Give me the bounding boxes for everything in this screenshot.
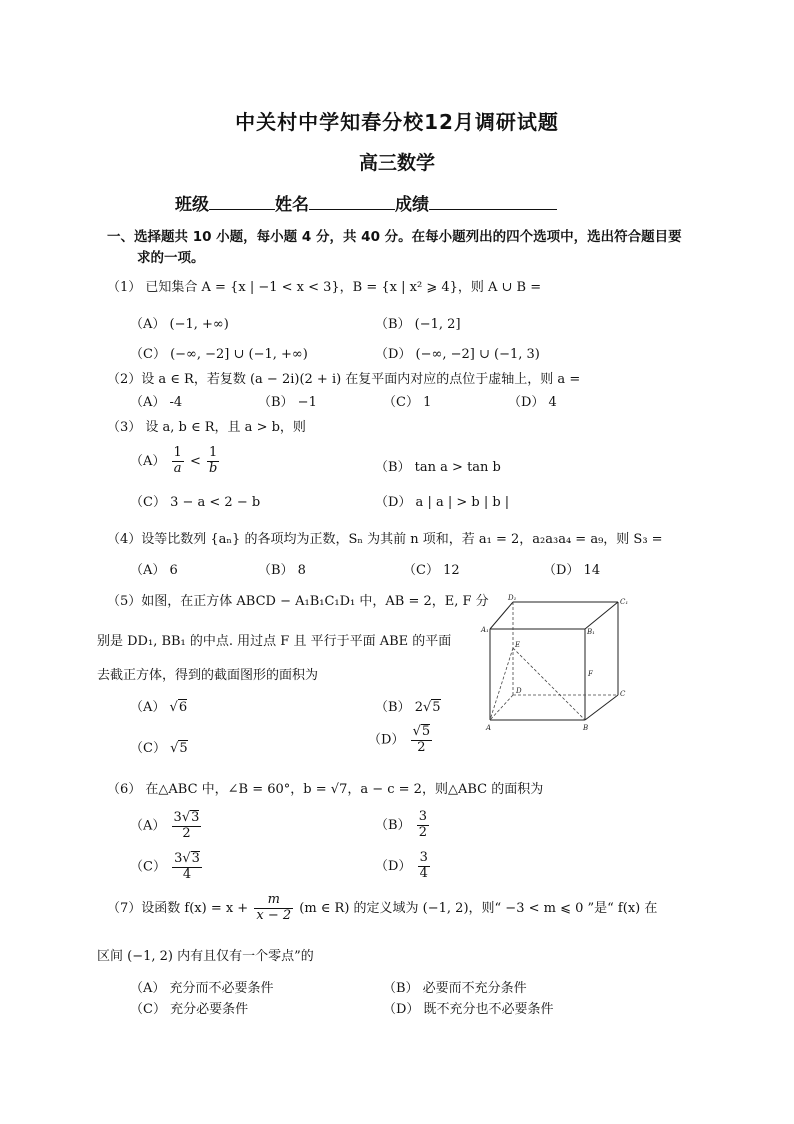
section-heading-line2: 求的一项。 (137, 250, 205, 266)
q7-line1-a: （7）设函数 f(x) = x + (107, 900, 249, 916)
q6-a-prefix: （A） (130, 818, 166, 834)
q3-option-d[interactable]: （D） a | a | > b | b | (375, 495, 510, 510)
section-heading-line1: 一、选择题共 10 小题，每小题 4 分，共 40 分。在每小题列出的四个选项中，选出符合题目要 (107, 229, 682, 245)
svg-text:A₁: A₁ (481, 626, 489, 634)
q5-a-prefix: （A） (130, 700, 166, 715)
svg-text:E: E (515, 641, 521, 649)
q7-option-a[interactable]: （A） 充分而不必要条件 (130, 981, 274, 996)
q6-c-prefix: （C） (130, 859, 166, 875)
q2-option-d[interactable]: （D） 4 (508, 395, 557, 410)
edge-cb (585, 695, 618, 720)
svg-text:C₁: C₁ (620, 598, 629, 606)
q6-d-fraction: $\frac{3}{4}$ (419, 850, 428, 881)
score-label: 成绩 (395, 195, 429, 215)
cube-figure (480, 592, 630, 737)
q5-b-coef: 2 (414, 700, 423, 715)
q1-option-b[interactable]: （B） (−1, 2] (375, 317, 461, 332)
q7-line2: 区间 (−1, 2) 内有且仅有一个零点”的 (97, 949, 314, 964)
q5-line2: 别是 DD₁, BB₁ 的中点. 用过点 F 且 平行于平面 ABE 的平面 (97, 634, 452, 649)
edge-d1a1 (490, 602, 513, 629)
q1-option-d[interactable]: （D） (−∞, −2] ∪ (−1, 3) (375, 347, 540, 362)
q1-stem: （1） 已知集合 A = {x | −1 < x < 3}，B = {x | x² ⩾ 4}，则 A ∪ B = (107, 280, 542, 295)
svg-text:B: B (583, 724, 589, 732)
q6-option-c[interactable] (130, 851, 204, 883)
q1-option-a[interactable]: （A） (−1, +∞) (130, 317, 229, 332)
q5-c-prefix: （C） (130, 741, 166, 756)
q6-b-fraction: $\frac{3}{2}$ (418, 809, 427, 840)
name-blank[interactable] (309, 193, 395, 210)
q5-c-radicand: 5 (179, 741, 188, 756)
q3-a-lhs-fraction: $\frac{1}{a}$ (173, 445, 182, 476)
svg-text:C: C (620, 690, 626, 698)
svg-text:A: A (486, 724, 492, 732)
q3-a-rhs-fraction: $\frac{1}{b}$ (209, 445, 218, 476)
q7-option-c[interactable]: （C） 充分必要条件 (130, 1002, 249, 1017)
q5-option-b[interactable]: （B） 2√5 (375, 700, 441, 715)
svg-text:D: D (516, 687, 522, 695)
q2-option-b[interactable]: （B） −1 (258, 395, 317, 410)
q6-d-prefix: （D） (375, 858, 412, 874)
class-blank[interactable] (209, 193, 275, 210)
q3-option-b[interactable]: （B） tan a > tan b (375, 460, 501, 475)
q2-option-a[interactable]: （A） -4 (130, 395, 183, 410)
q7-fraction: $\frac{m}{x - 2}$ (256, 892, 292, 923)
q6-a-fraction: $\frac{3√3}{2}$ (173, 810, 200, 841)
q5-line3: 去截正方体，得到的截面图形的面积为 (97, 668, 319, 683)
section-ea (490, 648, 513, 720)
q5-d-prefix: （D） (368, 732, 405, 748)
q3-a-operator: < (189, 453, 201, 469)
q5-option-d[interactable] (368, 724, 434, 756)
q5-d-fraction: $\frac{√5}{2}$ (412, 724, 431, 755)
q5-a-radicand: 6 (178, 700, 188, 715)
q1-option-c[interactable]: （C） (−∞, −2] ∪ (−1, +∞) (130, 347, 308, 362)
q5-line1: （5）如图，在正方体 ABCD − A₁B₁C₁D₁ 中，AB = 2，E, F 分 (107, 594, 489, 609)
exam-subtitle: 高三数学 (358, 152, 435, 174)
q7-option-d[interactable]: （D） 既不充分也不必要条件 (383, 1002, 554, 1017)
q4-option-a[interactable]: （A） 6 (130, 563, 178, 578)
q5-b-radicand: 5 (432, 700, 441, 715)
score-blank[interactable] (429, 193, 557, 210)
section-eb (513, 648, 585, 720)
q5-b-prefix: （B） (375, 700, 411, 715)
q4-option-c[interactable]: （C） 12 (403, 563, 460, 578)
q3-a-prefix: （A） (130, 453, 166, 469)
class-label: 班级 (175, 195, 209, 215)
svg-text:B₁: B₁ (587, 628, 595, 636)
svg-text:D₁: D₁ (508, 594, 517, 602)
q2-option-c[interactable]: （C） 1 (383, 395, 432, 410)
q6-stem: （6） 在△ABC 中，∠B = 60°，b = √7，a − c = 2，则△ABC 的面积为 (107, 782, 544, 797)
q2-stem: （2）设 a ∈ R，若复数 (a − 2i)(2 + i) 在复平面内对应的点位于虚轴上，则 a = (107, 372, 581, 387)
name-label: 姓名 (275, 195, 309, 215)
q7-line1 (107, 893, 657, 924)
edge-c1b1 (585, 602, 618, 629)
q7-option-b[interactable]: （B） 必要而不充分条件 (383, 981, 527, 996)
info-fields (175, 190, 557, 215)
hidden-edge-da (490, 695, 513, 720)
q5-option-c[interactable]: （C） √5 (130, 741, 188, 756)
q3-stem: （3） 设 a, b ∈ R，且 a > b，则 (107, 420, 306, 435)
q6-option-b[interactable] (375, 810, 431, 841)
q4-option-d[interactable]: （D） 14 (543, 563, 601, 578)
q7-line1-b: (m ∈ R) 的定义域为 (−1, 2)，则“ −3 < m ⩽ 0 ”是“ f(x) 在 (299, 900, 658, 916)
q6-option-d[interactable] (375, 851, 432, 882)
q4-stem: （4）设等比数列 {aₙ} 的各项均为正数，Sₙ 为其前 n 项和，若 a₁ = 2，a₂a₃a₄ = a₉，则 S₃ = (107, 532, 663, 547)
q3-option-c[interactable]: （C） 3 − a < 2 − b (130, 495, 261, 510)
q5-option-a[interactable]: （A） √6 (130, 700, 188, 715)
q6-option-a[interactable] (130, 810, 203, 842)
svg-text:F: F (588, 670, 593, 678)
q4-option-b[interactable]: （B） 8 (258, 563, 306, 578)
q6-b-prefix: （B） (375, 817, 411, 833)
q6-c-fraction: $\frac{3√3}{4}$ (174, 851, 200, 882)
q3-option-a[interactable] (130, 446, 221, 477)
exam-title: 中关村中学知春分校12月调研试题 (235, 110, 559, 134)
